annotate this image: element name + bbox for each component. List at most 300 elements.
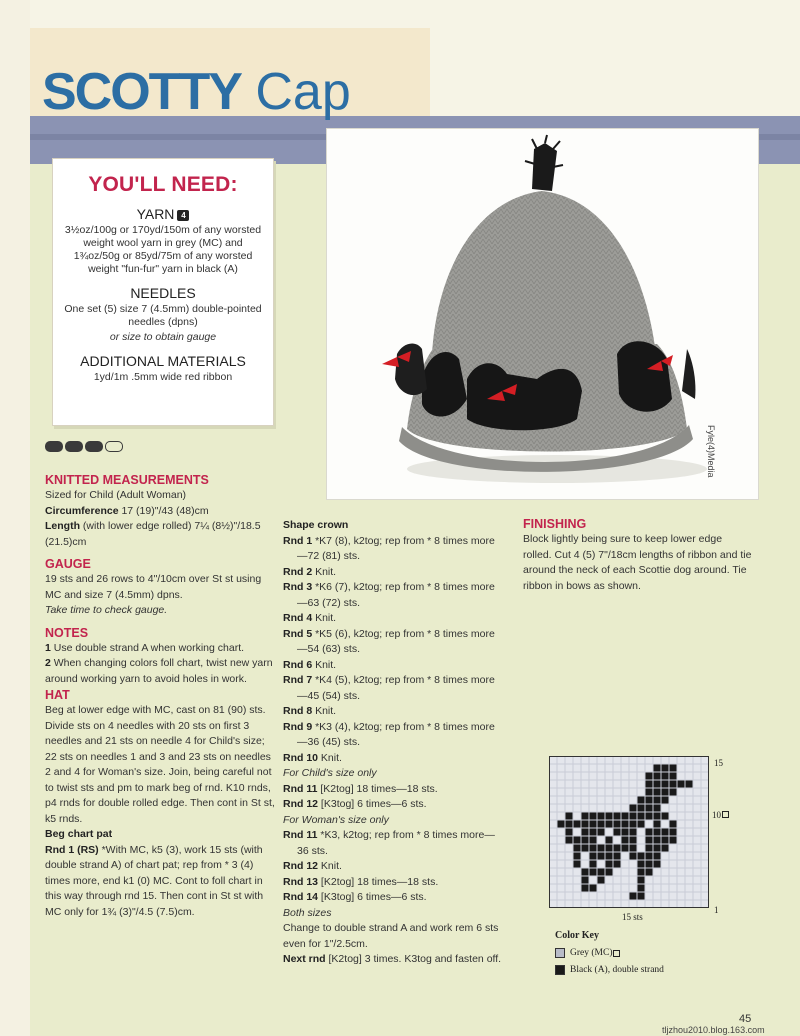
hat-text: Beg at lower edge with MC, cast on 81 (90) sts. Divide sts on 4 needles with 20 sts on first 3 needles and 21 sts on needle 4 for Child's size; 22 sts on needles 1 and 3 and 23 sts on needles 2 and 4 for Woman's size. Join, being careful not to twist sts and pm to mark beg of rnd. K10 rnds, p4 rnds for double rolled edge. Then cont in St st, k5 rnds. — [45, 704, 275, 825]
chart-cell-grey — [550, 757, 557, 764]
chart-cell-grey — [638, 773, 645, 780]
both-sizes-label: Both sizes — [283, 906, 332, 919]
chart-cell-grey — [686, 797, 693, 804]
chart-cell-grey — [694, 781, 701, 788]
chart-cell-grey — [590, 765, 597, 772]
chart-cell-grey — [654, 757, 661, 764]
chart-cell-grey — [622, 885, 629, 892]
chart-cell-grey — [574, 805, 581, 812]
chart-cell-grey — [686, 861, 693, 868]
chart-cell-grey — [590, 877, 597, 884]
column-middle — [283, 518, 503, 968]
chart-cell-grey — [582, 861, 589, 868]
left-margin — [0, 0, 30, 1036]
measurements-heading: KNITTED MEASUREMENTS — [45, 473, 209, 487]
chart-cell-grey — [654, 901, 661, 908]
chart-cell-grey — [686, 805, 693, 812]
chart-cell-grey — [646, 821, 653, 828]
chart-cell-grey — [614, 781, 621, 788]
chart-cell-black — [670, 773, 677, 780]
chart-cell-grey — [686, 853, 693, 860]
chart-cell-grey — [662, 885, 669, 892]
chart-cell-grey — [702, 877, 709, 884]
chart-cell-black — [654, 773, 661, 780]
chart-cell-grey — [606, 877, 613, 884]
chart-cell-black — [662, 797, 669, 804]
chart-cell-grey — [558, 789, 565, 796]
chart-cell-grey — [678, 813, 685, 820]
chart-cell-black — [590, 861, 597, 868]
chart-cell-grey — [558, 877, 565, 884]
chart-cell-grey — [566, 861, 573, 868]
page-number: 45 — [739, 1013, 752, 1025]
chart-cell-grey — [638, 781, 645, 788]
crown-round: Rnd 12 [K3tog] 6 times—6 sts. — [283, 798, 427, 810]
chart-cell-grey — [598, 805, 605, 812]
chart-cell-grey — [694, 893, 701, 900]
chart-cell-black — [654, 789, 661, 796]
chart-cell-black — [566, 813, 573, 820]
chart-cell-grey — [590, 789, 597, 796]
chart-cell-black — [574, 853, 581, 860]
chart-cell-black — [670, 837, 677, 844]
chart-cell-grey — [606, 805, 613, 812]
needles-note: or size to obtain gauge — [109, 331, 217, 343]
chart-cell-grey — [606, 901, 613, 908]
chart-cell-grey — [694, 797, 701, 804]
chart-cell-grey — [662, 821, 669, 828]
chart-cell-black — [622, 837, 629, 844]
skill-pill-filled — [65, 441, 83, 452]
chart-cell-grey — [550, 877, 557, 884]
chart-cell-black — [622, 829, 629, 836]
chart-cell-black — [582, 813, 589, 820]
chart-cell-grey — [686, 885, 693, 892]
chart-cell-grey — [622, 765, 629, 772]
chart-cell-black — [646, 837, 653, 844]
chart-cell-black — [670, 765, 677, 772]
chart-cell-grey — [622, 781, 629, 788]
chart-cell-grey — [686, 877, 693, 884]
chart-cell-grey — [574, 869, 581, 876]
chart-cell-grey — [638, 901, 645, 908]
skill-pill-filled — [45, 441, 63, 452]
hat-illustration — [327, 129, 759, 500]
chart-cell-grey — [606, 757, 613, 764]
chart-cell-black — [654, 861, 661, 868]
grey-swatch-icon — [722, 811, 729, 818]
color-key-heading: Color Key — [555, 930, 599, 941]
chart-cell-grey — [646, 765, 653, 772]
measurements-sized: Sized for Child (Adult Woman) — [45, 489, 187, 501]
chart-cell-grey — [622, 797, 629, 804]
chart-cell-grey — [686, 829, 693, 836]
chart-cell-grey — [550, 813, 557, 820]
chart-cell-grey — [606, 765, 613, 772]
chart-cell-black — [638, 853, 645, 860]
chart-cell-grey — [678, 789, 685, 796]
skill-level-indicator — [45, 441, 123, 452]
chart-cell-grey — [566, 869, 573, 876]
chart-cell-grey — [574, 813, 581, 820]
chart-cell-grey — [558, 805, 565, 812]
chart-cell-grey — [582, 853, 589, 860]
chart-cell-grey — [702, 837, 709, 844]
chart-cell-grey — [630, 885, 637, 892]
chart-cell-grey — [574, 757, 581, 764]
chart-cell-grey — [678, 837, 685, 844]
both-sizes-text: Change to double strand A and work rem 6 sts even for 1"/2.5cm. — [283, 922, 499, 950]
crown-round: Rnd 5 *K5 (6), k2tog; rep from * 8 times more—54 (63) sts. — [283, 627, 495, 655]
chart-cell-grey — [558, 813, 565, 820]
colorwork-chart — [549, 756, 709, 918]
chart-cell-black — [654, 765, 661, 772]
chart-cell-grey — [614, 797, 621, 804]
chart-cell-grey — [550, 885, 557, 892]
chart-cell-black — [646, 789, 653, 796]
chart-cell-black — [646, 805, 653, 812]
chart-cell-black — [590, 885, 597, 892]
chart-cell-grey — [694, 765, 701, 772]
chart-cell-grey — [678, 757, 685, 764]
chart-cell-grey — [566, 797, 573, 804]
chart-cell-grey — [702, 797, 709, 804]
chart-cell-black — [638, 821, 645, 828]
youll-need-box — [52, 158, 274, 426]
woman-size-label: For Woman's size only — [283, 813, 389, 826]
chart-cell-black — [590, 853, 597, 860]
chart-cell-grey — [694, 877, 701, 884]
chart-cell-grey — [606, 781, 613, 788]
chart-cell-grey — [614, 893, 621, 900]
chart-cell-black — [630, 893, 637, 900]
chart-cell-black — [662, 789, 669, 796]
chart-cell-black — [590, 821, 597, 828]
needles-label: NEEDLES — [130, 285, 196, 301]
chart-cell-grey — [702, 869, 709, 876]
yarn-text: 3½oz/100g or 170yd/150m of any worsted weight wool yarn in grey (MC) and 1¾oz/50g or 85yd/75m of any worsted weight "fun-fur" yarn in black (A) — [64, 224, 262, 275]
chart-cell-grey — [622, 805, 629, 812]
chart-cell-grey — [686, 813, 693, 820]
chart-cell-grey — [694, 805, 701, 812]
chart-cell-grey — [662, 901, 669, 908]
chart-cell-grey — [702, 845, 709, 852]
chart-cell-black — [654, 781, 661, 788]
chart-cell-grey — [702, 773, 709, 780]
chart-cell-black — [598, 845, 605, 852]
chart-cell-grey — [678, 885, 685, 892]
chart-cell-black — [646, 773, 653, 780]
chart-cell-grey — [662, 877, 669, 884]
chart-cell-grey — [654, 869, 661, 876]
chart-cell-grey — [686, 869, 693, 876]
chart-cell-grey — [550, 837, 557, 844]
chart-cell-grey — [574, 893, 581, 900]
chart-cell-black — [630, 829, 637, 836]
chart-cell-grey — [678, 829, 685, 836]
chart-cell-black — [662, 773, 669, 780]
hat-heading: HAT — [45, 688, 70, 702]
chart-cell-grey — [566, 877, 573, 884]
chart-label-15: 15 — [714, 758, 723, 768]
chart-cell-grey — [574, 877, 581, 884]
chart-cell-grey — [686, 845, 693, 852]
chart-cell-grey — [638, 837, 645, 844]
chart-cell-black — [638, 877, 645, 884]
chart-cell-grey — [598, 789, 605, 796]
chart-cell-grey — [606, 789, 613, 796]
column-left — [45, 466, 275, 920]
chart-cell-grey — [558, 829, 565, 836]
chart-cell-grey — [606, 797, 613, 804]
chart-cell-grey — [662, 853, 669, 860]
chart-cell-grey — [702, 829, 709, 836]
chart-cell-grey — [614, 765, 621, 772]
chart-cell-grey — [606, 893, 613, 900]
chart-cell-grey — [678, 861, 685, 868]
chart-cell-grey — [630, 861, 637, 868]
chart-cell-grey — [598, 893, 605, 900]
black-swatch — [555, 965, 565, 975]
chart-cell-grey — [598, 781, 605, 788]
chart-cell-grey — [550, 869, 557, 876]
chart-cell-grey — [622, 893, 629, 900]
chart-cell-grey — [582, 773, 589, 780]
chart-cell-black — [638, 885, 645, 892]
chart-cell-grey — [558, 757, 565, 764]
chart-cell-grey — [686, 765, 693, 772]
chart-cell-grey — [702, 861, 709, 868]
chart-cell-grey — [622, 757, 629, 764]
chart-cell-grey — [566, 853, 573, 860]
chart-cell-black — [670, 821, 677, 828]
chart-cell-black — [662, 829, 669, 836]
chart-cell-grey — [694, 861, 701, 868]
chart-cell-grey — [566, 781, 573, 788]
chart-cell-black — [566, 821, 573, 828]
chart-cell-grey — [614, 757, 621, 764]
chart-cell-black — [654, 853, 661, 860]
chart-cell-grey — [694, 789, 701, 796]
chart-cell-black — [662, 845, 669, 852]
chart-cell-grey — [622, 877, 629, 884]
chart-cell-grey — [566, 885, 573, 892]
chart-cell-grey — [654, 885, 661, 892]
chart-cell-black — [622, 845, 629, 852]
chart-cell-grey — [670, 861, 677, 868]
chart-cell-grey — [670, 845, 677, 852]
chart-cell-grey — [702, 885, 709, 892]
chart-cell-black — [590, 869, 597, 876]
chart-cell-black — [662, 813, 669, 820]
chart-cell-grey — [590, 757, 597, 764]
chart-cell-grey — [678, 901, 685, 908]
chart-cell-grey — [686, 893, 693, 900]
chart-cell-grey — [606, 885, 613, 892]
crown-round: Rnd 7 *K4 (5), k2tog; rep from * 8 times more—45 (54) sts. — [283, 674, 495, 702]
chart-cell-black — [582, 845, 589, 852]
chart-cell-grey — [574, 829, 581, 836]
needles-text: One set (5) size 7 (4.5mm) double-pointed needles (dpns) — [64, 303, 262, 328]
chart-cell-grey — [606, 773, 613, 780]
chart-cell-grey — [614, 877, 621, 884]
chart-cell-black — [622, 821, 629, 828]
chart-cell-grey — [694, 821, 701, 828]
crown-round: Rnd 10 Knit. — [283, 751, 342, 764]
chart-cell-black — [606, 845, 613, 852]
chart-cell-black — [606, 853, 613, 860]
chart-cell-grey — [622, 789, 629, 796]
crown-round: Rnd 11 *K3, k2tog; rep from * 8 times more—36 sts. — [283, 829, 495, 857]
chart-cell-grey — [670, 853, 677, 860]
chart-cell-grey — [550, 853, 557, 860]
chart-cell-black — [566, 829, 573, 836]
column-right — [523, 516, 753, 594]
chart-cell-grey — [670, 877, 677, 884]
hat-round-1: Rnd 1 (RS) *With MC, k5 (3), work 15 sts (with double strand A) of chart pat; rep from * 3 (4) times more, end k1 (0) MC. Cont to foll chart in this way through rnd 15. Then cont in St st with MC only for 1¾ (3)"/4.5 (7.5)cm. — [45, 843, 264, 918]
chart-cell-grey — [582, 797, 589, 804]
crown-round: Rnd 11 [K2tog] 18 times—18 sts. — [283, 782, 438, 795]
chart-cell-black — [574, 861, 581, 868]
chart-cell-grey — [678, 765, 685, 772]
chart-cell-grey — [582, 893, 589, 900]
chart-cell-grey — [574, 885, 581, 892]
additional-label: ADDITIONAL MATERIALS — [80, 353, 246, 369]
chart-cell-grey — [670, 757, 677, 764]
chart-cell-grey — [558, 837, 565, 844]
chart-cell-grey — [558, 861, 565, 868]
chart-cell-grey — [702, 901, 709, 908]
chart-cell-black — [614, 845, 621, 852]
chart-cell-black — [654, 805, 661, 812]
color-key-black: Black (A), double strand — [555, 965, 664, 975]
chart-cell-grey — [646, 901, 653, 908]
grey-swatch — [555, 948, 565, 958]
chart-cell-grey — [694, 845, 701, 852]
chart-cell-black — [606, 813, 613, 820]
chart-cell-grey — [662, 757, 669, 764]
chart-cell-black — [590, 813, 597, 820]
chart-cell-grey — [582, 765, 589, 772]
chart-cell-grey — [702, 805, 709, 812]
chart-cell-grey — [702, 789, 709, 796]
chart-sts-label: 15 sts — [622, 912, 643, 922]
chart-cell-grey — [694, 853, 701, 860]
chart-cell-black — [630, 845, 637, 852]
chart-cell-grey — [694, 829, 701, 836]
chart-cell-grey — [670, 797, 677, 804]
chart-cell-grey — [630, 773, 637, 780]
chart-cell-black — [646, 861, 653, 868]
crown-round: Rnd 14 [K3tog] 6 times—6 sts. — [283, 891, 427, 903]
empty-box-icon — [613, 950, 620, 957]
crown-round: Rnd 1 *K7 (8), k2tog; rep from * 8 times more—72 (81) sts. — [283, 534, 495, 562]
chart-cell-grey — [686, 789, 693, 796]
chart-cell-grey — [598, 901, 605, 908]
chart-cell-grey — [646, 885, 653, 892]
chart-cell-black — [646, 845, 653, 852]
chart-cell-grey — [558, 869, 565, 876]
chart-cell-grey — [566, 845, 573, 852]
chart-cell-grey — [590, 797, 597, 804]
chart-cell-black — [670, 829, 677, 836]
chart-cell-grey — [638, 845, 645, 852]
gauge-heading: GAUGE — [45, 557, 91, 571]
chart-cell-grey — [702, 781, 709, 788]
chart-cell-grey — [582, 901, 589, 908]
chart-cell-grey — [550, 829, 557, 836]
chart-cell-grey — [558, 893, 565, 900]
chart-cell-black — [582, 877, 589, 884]
chart-cell-grey — [622, 861, 629, 868]
chart-cell-grey — [678, 821, 685, 828]
chart-cell-grey — [686, 901, 693, 908]
chart-cell-grey — [558, 797, 565, 804]
chart-cell-grey — [558, 885, 565, 892]
chart-cell-grey — [598, 885, 605, 892]
chart-cell-grey — [702, 765, 709, 772]
chart-cell-grey — [678, 869, 685, 876]
chart-cell-grey — [622, 901, 629, 908]
crown-round: Rnd 4 Knit. — [283, 612, 337, 624]
chart-cell-grey — [678, 853, 685, 860]
chart-cell-grey — [598, 765, 605, 772]
chart-cell-grey — [678, 805, 685, 812]
chart-cell-grey — [622, 853, 629, 860]
chart-cell-black — [638, 805, 645, 812]
chart-cell-grey — [582, 789, 589, 796]
watermark-url: tljzhou2010.blog.163.com — [662, 1025, 765, 1035]
chart-cell-grey — [614, 885, 621, 892]
chart-cell-black — [574, 821, 581, 828]
chart-cell-grey — [678, 845, 685, 852]
chart-cell-black — [630, 821, 637, 828]
chart-cell-black — [662, 837, 669, 844]
chart-cell-black — [606, 837, 613, 844]
page-title: SCOTTY Cap — [42, 63, 351, 121]
chart-cell-grey — [630, 765, 637, 772]
chart-cell-grey — [702, 853, 709, 860]
chart-cell-black — [598, 877, 605, 884]
chart-cell-grey — [662, 861, 669, 868]
chart-cell-black — [598, 821, 605, 828]
chart-cell-black — [598, 829, 605, 836]
chart-cell-grey — [686, 773, 693, 780]
chart-cell-grey — [702, 893, 709, 900]
crown-round: Rnd 2 Knit. — [283, 565, 337, 578]
chart-cell-grey — [630, 757, 637, 764]
chart-cell-grey — [654, 893, 661, 900]
chart-cell-grey — [694, 885, 701, 892]
shape-crown-heading: Shape crown — [283, 519, 349, 531]
chart-cell-black — [638, 797, 645, 804]
chart-cell-grey — [678, 773, 685, 780]
chart-label-1: 1 — [714, 905, 719, 915]
chart-cell-black — [670, 781, 677, 788]
chart-cell-black — [598, 853, 605, 860]
chart-cell-grey — [566, 805, 573, 812]
chart-cell-grey — [598, 861, 605, 868]
chart-cell-black — [574, 845, 581, 852]
chart-cell-grey — [694, 813, 701, 820]
chart-cell-grey — [630, 869, 637, 876]
chart-cell-grey — [566, 773, 573, 780]
skill-pill-filled — [85, 441, 103, 452]
chart-cell-grey — [638, 829, 645, 836]
chart-cell-black — [582, 885, 589, 892]
yarn-label: YARN 4 — [53, 206, 273, 222]
chart-cell-grey — [638, 789, 645, 796]
